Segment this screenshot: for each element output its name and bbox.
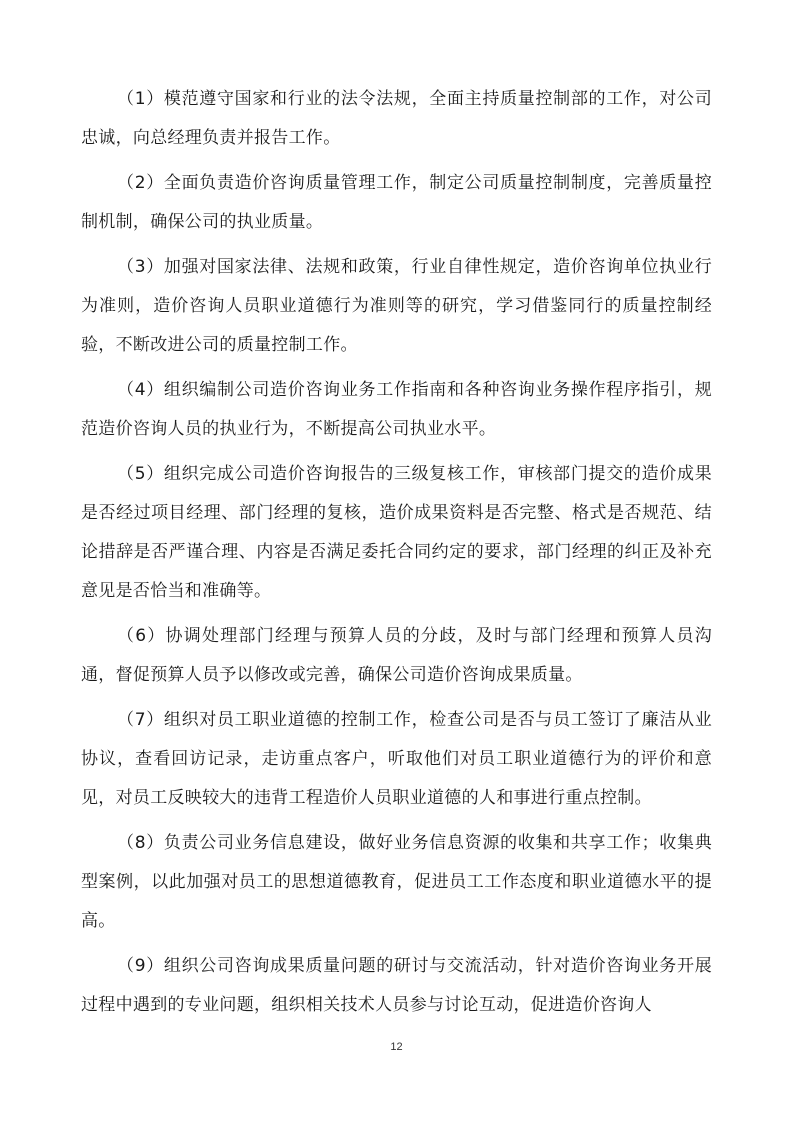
duty-item-4: （4）组织编制公司造价咨询业务工作指南和各种咨询业务操作程序指引，规范造价咨询人员的执业行为，不断提高公司执业水平。 <box>81 380 712 439</box>
duty-item-5: （5）组织完成公司造价咨询报告的三级复核工作，审核部门提交的造价成果是否经过项目经理、部门经理的复核，造价成果资料是否完整、格式是否规范、结论措辞是否严谨合理、内容是否满足委托合同约定的要求，部门经理的纠正及补充意见是否恰当和准确等。 <box>81 464 712 601</box>
duty-item-9: （9）组织公司咨询成果质量问题的研讨与交流活动，针对造价咨询业务开展过程中遇到的专业问题，组织相关技术人员参与讨论互动，促进造价咨询人 <box>81 956 712 1015</box>
duty-item-3: （3）加强对国家法律、法规和政策，行业自律性规定，造价咨询单位执业行为准则，造价咨询人员职业道德行为准则等的研究，学习借鉴同行的质量控制经验，不断改进公司的质量控制工作。 <box>81 257 712 355</box>
document-body <box>81 80 712 1031</box>
page-number: 12 <box>390 1041 403 1053</box>
duty-item-2: （2）全面负责造价咨询质量管理工作，制定公司质量控制制度，完善质量控制机制，确保公司的执业质量。 <box>81 173 712 232</box>
duty-item-7: （7）组织对员工职业道德的控制工作，检查公司是否与员工签订了廉洁从业协议，查看回访记录，走访重点客户，听取他们对员工职业道德行为的评价和意见，对员工反映较大的违背工程造价人员职业道德的人和事进行重点控制。 <box>81 710 712 808</box>
duty-item-6: （6）协调处理部门经理与预算人员的分歧，及时与部门经理和预算人员沟通，督促预算人员予以修改或完善，确保公司造价咨询成果质量。 <box>81 626 712 685</box>
duty-item-1: （1）模范遵守国家和行业的法令法规，全面主持质量控制部的工作，对公司忠诚，向总经理负责并报告工作。 <box>81 89 712 148</box>
duty-item-8: （8）负责公司业务信息建设，做好业务信息资源的收集和共享工作；收集典型案例，以此加强对员工的思想道德教育，促进员工工作态度和职业道德水平的提高。 <box>81 833 712 931</box>
